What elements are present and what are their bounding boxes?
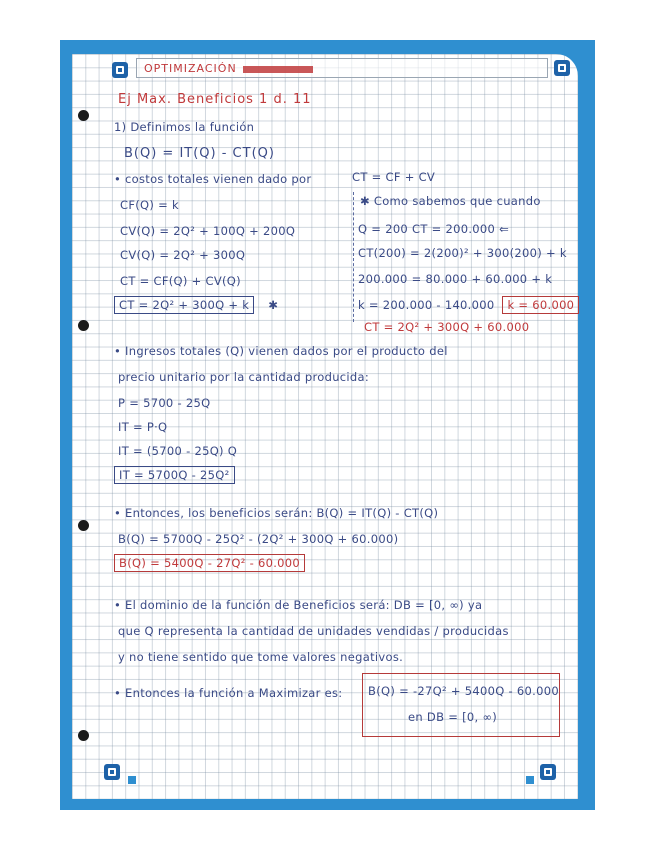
square-marker-icon — [128, 776, 136, 784]
price-function: P = 5700 - 25Q — [118, 396, 211, 410]
binder-hole — [78, 730, 89, 741]
star-icon: ✱ — [268, 298, 279, 312]
note-line: ✱ Como sabemos que cuando — [360, 194, 541, 208]
domain-line-1: • El dominio de la función de Beneficios será: DB = [0, ∞) ya — [114, 598, 483, 612]
variable-cost-2: CV(Q) = 2Q² + 300Q — [120, 248, 246, 262]
income-formula-2: IT = (5700 - 25Q) Q — [118, 444, 238, 458]
income-intro-1: • Ingresos totales (Q) vienen dados por el producto del — [114, 344, 448, 358]
page-title: OPTIMIZACIÓN — [144, 62, 313, 75]
equation-2-row — [358, 298, 579, 312]
step-1: 1) Definimos la función — [114, 120, 255, 134]
notebook-logo-icon — [554, 60, 570, 76]
exercise-heading: Ej Max. Beneficios 1 d. 11 — [118, 92, 312, 107]
equation-1: 200.000 = 80.000 + 60.000 + k — [358, 272, 553, 286]
ct-at-200: CT(200) = 2(200)² + 300(200) + k — [358, 246, 567, 260]
total-cost-boxed-row — [114, 298, 278, 312]
final-domain: en DB = [0, ∞) — [408, 710, 498, 724]
fixed-cost: CF(Q) = k — [120, 198, 179, 212]
notebook-logo-icon — [104, 764, 120, 780]
k-value: k = 60.000 — [502, 296, 579, 314]
costs-intro: • costos totales vienen dado por — [114, 172, 312, 186]
binder-hole — [78, 320, 89, 331]
notebook-logo-icon — [112, 62, 128, 78]
profit-definition: B(Q) = IT(Q) - CT(Q) — [124, 146, 275, 161]
domain-line-2: que Q representa la cantidad de unidades vendidas / producidas — [118, 624, 509, 638]
profit-expansion: B(Q) = 5700Q - 25Q² - (2Q² + 300Q + 60.000) — [118, 532, 399, 546]
binder-hole — [78, 520, 89, 531]
total-cost-boxed: CT = 2Q² + 300Q + k — [114, 296, 254, 314]
income-boxed-row — [114, 468, 235, 482]
income-formula-1: IT = P·Q — [118, 420, 168, 434]
profit-boxed: B(Q) = 5400Q - 27Q² - 60.000 — [114, 554, 305, 572]
income-intro-2: precio unitario por la cantidad producida: — [118, 370, 370, 384]
conclusion-text: • Entonces la función a Maximizar es: — [114, 686, 343, 700]
notebook-logo-icon — [540, 764, 556, 780]
profit-intro: • Entonces, los beneficios serán: B(Q) = IT(Q) - CT(Q) — [114, 506, 439, 520]
income-boxed: IT = 5700Q - 25Q² — [114, 466, 235, 484]
square-marker-icon — [526, 776, 534, 784]
ct-definition: CT = CF + CV — [352, 170, 436, 184]
domain-line-3: y no tiene sentido que tome valores negativos. — [118, 650, 404, 664]
profit-boxed-row — [114, 556, 305, 570]
final-function: B(Q) = -27Q² + 5400Q - 60.000 — [368, 684, 559, 698]
binder-hole — [78, 110, 89, 121]
equation-2: k = 200.000 - 140.000 — [358, 298, 495, 312]
total-cost-sum: CT = CF(Q) + CV(Q) — [120, 274, 241, 288]
column-divider — [353, 192, 354, 322]
given-values: Q = 200 CT = 200.000 ⇐ — [358, 222, 510, 236]
total-cost-final: CT = 2Q² + 300Q + 60.000 — [364, 320, 530, 334]
variable-cost-1: CV(Q) = 2Q² + 100Q + 200Q — [120, 224, 296, 238]
final-function-box — [362, 673, 560, 737]
